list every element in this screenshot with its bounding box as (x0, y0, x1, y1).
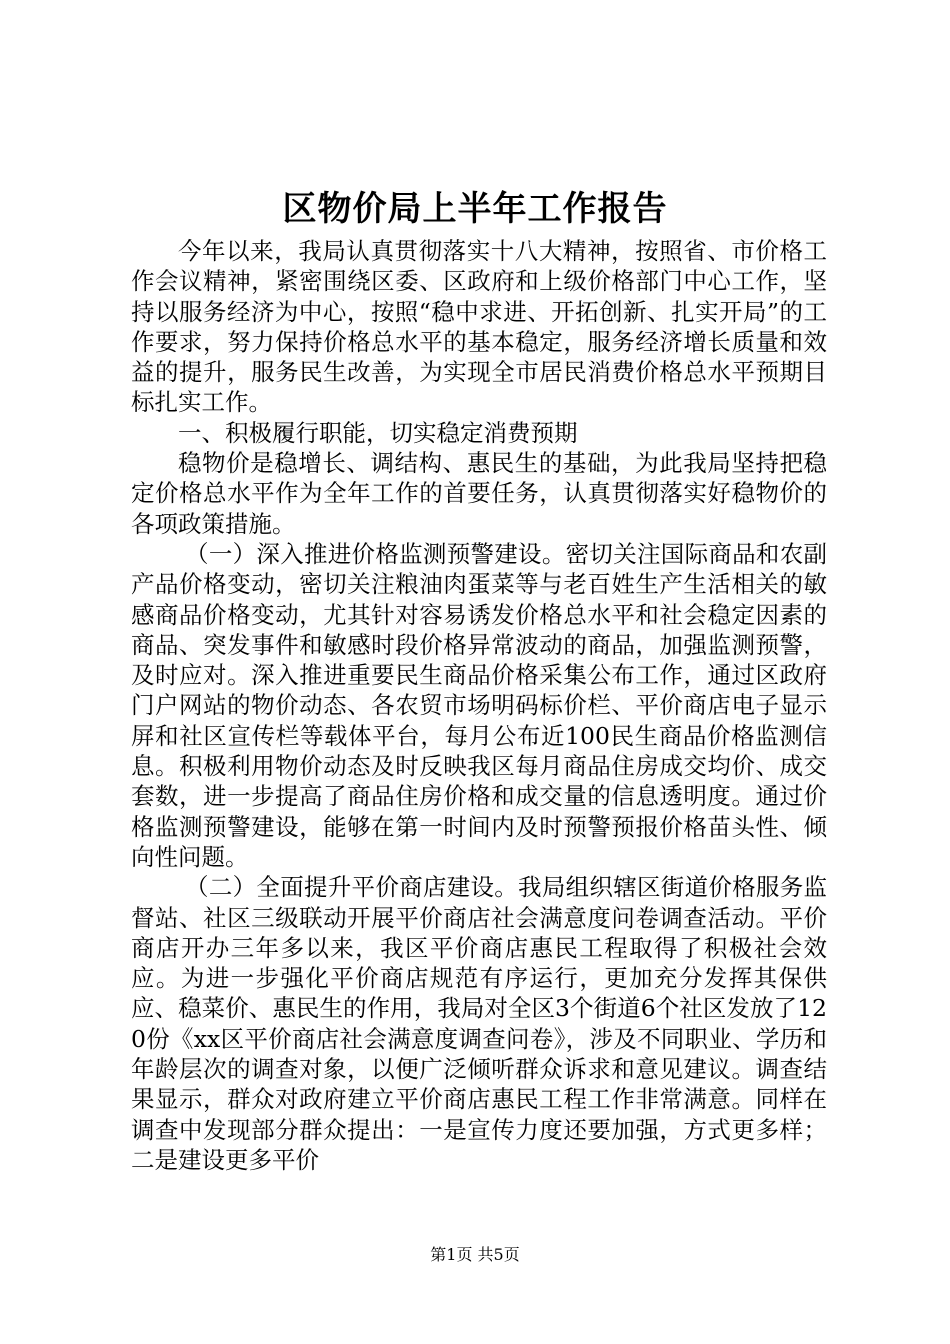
document-title: 区物价局上半年工作报告 (282, 189, 668, 229)
paragraph-subsection-1: （一）深入推进价格监测预警建设。密切关注国际商品和农副产品价格变动，密切关注粮油肉蛋菜等与老百姓生产生活相关的敏感商品价格变动，尤其针对容易诱发价格总水平和社会稳定因素的商品、突发事件和敏感时段价格异常波动的商品，加强监测预警，及时应对。深入推进重要民生商品价格采集公布工作，通过区政府门户网站的物价动态、各农贸市场明码标价栏、平价商店电子显示屏和社区宣传栏等载体平台，每月公布近100民生商品价格监测信息。积极利用物价动态及时反映我区每月商品住房成交均价、成交套数，进一步提高了商品住房价格和成交量的信息透明度。通过价格监测预警建设，能够在第一时间内及时预警预报价格苗头性、倾向性问题。 (131, 539, 827, 871)
paragraph-intro: 今年以来，我局认真贯彻落实十八大精神，按照省、市价格工作会议精神，紧密围绕区委、区政府和上级价格部门中心工作，坚持以服务经济为中心，按照“稳中求进、开拓创新、扎实开局”的工作要求，努力保持价格总水平的基本稳定，服务经济增长质量和效益的提升，服务民生改善，为实现全市居民消费价格总水平预期目标扎实工作。 (131, 237, 827, 417)
paragraph-subsection-2: （二）全面提升平价商店建设。我局组织辖区街道价格服务监督站、社区三级联动开展平价商店社会满意度问卷调查活动。平价商店开办三年多以来，我区平价商店惠民工程取得了积极社会效应。为进一步强化平价商店规范有序运行，更加充分发挥其保供应、稳菜价、惠民生的作用，我局对全区3个街道6个社区发放了120份《xx区平价商店社会满意度调查问卷》，涉及不同职业、学历和年龄层次的调查对象，以便广泛倾听群众诉求和意见建议。调查结果显示，群众对政府建立平价商店惠民工程工作非常满意。同样在调查中发现部分群众提出：一是宣传力度还要加强，方式更多样；二是建设更多平价 (131, 873, 827, 1174)
paragraph-section-1: 稳物价是稳增长、调结构、惠民生的基础，为此我局坚持把稳定价格总水平作为全年工作的首要任务，认真贯彻落实好稳物价的各项政策措施。 (131, 449, 827, 538)
page-number: 第1页 共5页 (430, 1245, 520, 1264)
section-heading-1: 一、积极履行职能，切实稳定消费预期 (178, 418, 578, 447)
document-body (131, 236, 827, 1175)
